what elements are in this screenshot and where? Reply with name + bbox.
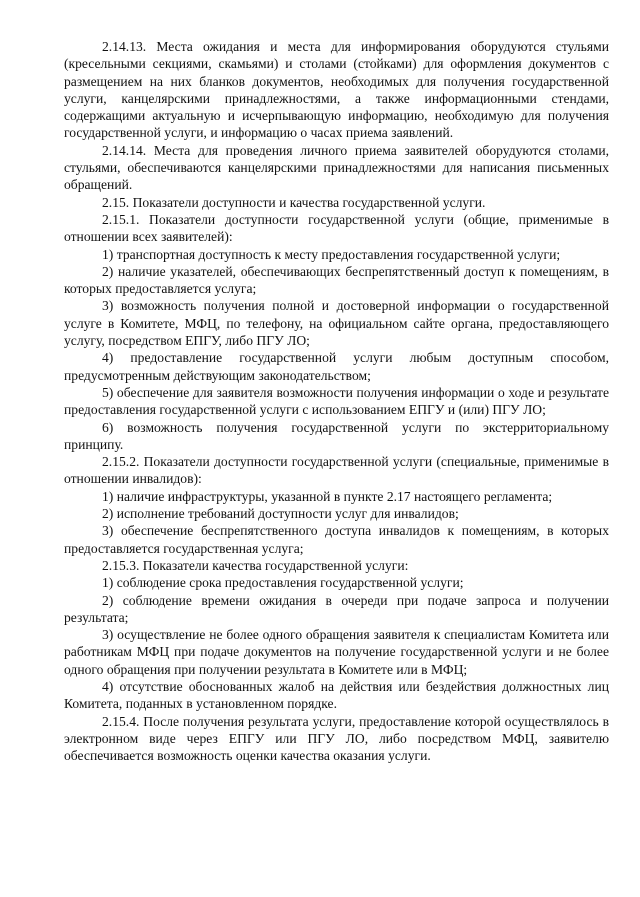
list-item: 2) наличие указателей, обеспечивающих беспрепятственный доступ к помещениям, в которых предоставляется услуга; — [64, 263, 609, 297]
document-page — [64, 38, 609, 764]
paragraph-2-15-4: 2.15.4. После получения результата услуги, предоставление которой осуществлялось в электронном виде через ЕПГУ или ПГУ ЛО, либо посредством МФЦ, заявителю обеспечивается возможность оценки качества оказания услуги. — [64, 713, 609, 764]
list-item: 4) отсутствие обоснованных жалоб на действия или бездействия должностных лиц Комитета, поданных в установленном порядке. — [64, 678, 609, 712]
paragraph-2-15-3: 2.15.3. Показатели качества государственной услуги: — [102, 557, 409, 573]
paragraph-2-14-14: 2.14.14. Места для проведения личного приема заявителей оборудуются столами, стульями, обеспечиваются канцелярскими принадлежностями для написания письменных обращений. — [64, 142, 609, 193]
paragraph-2-15-2: 2.15.2. Показатели доступности государственной услуги (специальные, применимые в отношении инвалидов): — [64, 454, 609, 487]
list-item: 5) обеспечение для заявителя возможности получения информации о ходе и результате предоставления государственной услуги с использованием ЕПГУ и (или) ПГУ ЛО; — [64, 384, 609, 418]
list-item: 3) осуществление не более одного обращения заявителя к специалистам Комитета или работникам МФЦ при подаче документов на получение государственной услуги и не более одного обращения при получении результата в Комитете или в МФЦ; — [64, 627, 609, 677]
paragraph-2-14-13: 2.14.13. Места ожидания и места для информирования оборудуются стульями (кресельными секциями, скамьями) и столами (стойками) для оформления документов с размещением на них бланков документов, необходимых для получения государственной услуги, канцелярскими принадлежностями, а также информационными стендами, содержащими актуальную и исчерпывающую информацию, необходимую для получения государственной услуги, и информацию о часах приема заявлений. — [64, 39, 609, 141]
list-item: 4) предоставление государственной услуги любым доступным способом, предусмотренным действующим законодательством; — [64, 350, 609, 383]
list-item: 2) соблюдение времени ожидания в очереди при подаче запроса и получении результата; — [64, 592, 609, 625]
list-item: 2) исполнение требований доступности услуг для инвалидов; — [102, 506, 459, 522]
list-item: 1) наличие инфраструктуры, указанной в пункте 2.17 настоящего регламента; — [102, 488, 553, 504]
list-item: 3) возможность получения полной и достоверной информации о государственной услуге в Комитете, МФЦ, по телефону, на официальном сайте органа, предоставляющего услугу, посредством ЕПГУ, либо ПГУ ЛО; — [64, 298, 609, 349]
section-heading-2-15: 2.15. Показатели доступности и качества государственной услуги. — [102, 194, 486, 210]
paragraph-2-15-1: 2.15.1. Показатели доступности государственной услуги (общие, применимые в отношении всех заявителей): — [64, 211, 609, 245]
list-item: 1) соблюдение срока предоставления государственной услуги; — [102, 575, 464, 591]
list-item: 3) обеспечение беспрепятственного доступа инвалидов к помещениям, в которых предоставляется государственная услуга; — [64, 523, 609, 556]
list-item: 6) возможность получения государственной услуги по экстерриториальному принципу. — [64, 419, 609, 452]
list-item: 1) транспортная доступность к месту предоставления государственной услуги; — [102, 246, 561, 262]
